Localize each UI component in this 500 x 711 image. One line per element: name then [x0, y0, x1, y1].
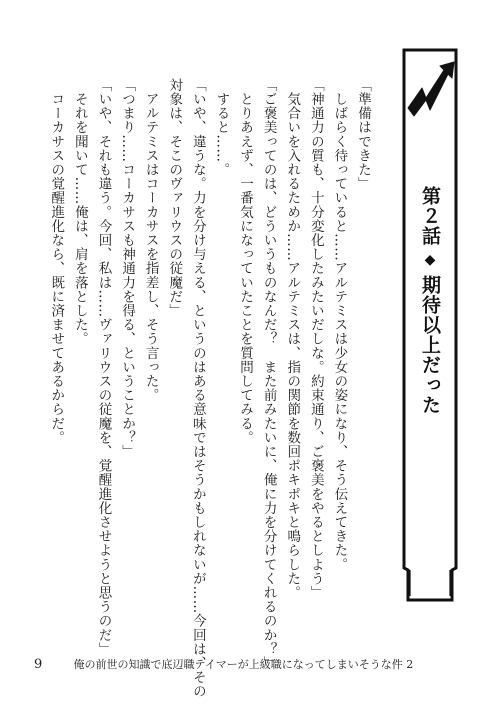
text-line: 「神通力の質も、十分変化したみたいだしな。約束通り、ご褒美をやるとしよう」: [307, 78, 324, 600]
chapter-title: [400, 186, 460, 415]
page-footer: [34, 656, 474, 672]
book-title: 俺の前世の知識で底辺職テイマーが上級職になってしまいそうな件 2: [73, 658, 414, 671]
text-line: アルテミスはコーカサスを指差し、そう言った。: [142, 78, 159, 403]
text-line: それを聞いて……俺は、肩を落とした。: [71, 78, 88, 346]
text-line: 対象は、そこのヴァリウスの従魔だ」: [166, 78, 183, 318]
text-line: 気合いを入れるためか……アルテミスは、指の関節を数回ポキポキと鳴らした。: [284, 78, 301, 600]
chapter-heading-tab: [400, 48, 460, 605]
text-line: とりあえず、一番気になっていたことを質問してみる。: [237, 78, 254, 445]
text-line: 「準備はできた」: [355, 78, 371, 191]
text-line: 「いや、違うな。力を分け与える、というのはある意味ではそうかもしれないが……今回は、その: [189, 78, 206, 699]
text-line: すると……。: [213, 78, 230, 177]
chapter-number: 第２話: [419, 186, 441, 246]
chapter-name: 期待以上だった: [419, 275, 441, 415]
chapter-separator-icon: ◆: [422, 252, 438, 269]
text-line: コーカサスの覚醒進化なら、既に済ませてあるからだ。: [48, 78, 65, 445]
text-line: 「ご褒美ってのは、どういうものなんだ？ また前みたいに、俺に力を分けてくれるのか？」: [260, 78, 277, 671]
text-line: 「つまり……コーカサスも神通力を得る、ということか？」: [119, 78, 136, 459]
text-line: 「いや、それも違う。今回、私は……ヴァリウスの従魔を、覚醒進化させようと思うのだ」: [95, 78, 112, 657]
page-number: 9: [34, 657, 43, 672]
text-line: しばらく待っていると……アルテミスは少女の姿になり、そう伝えてきた。: [331, 78, 348, 572]
